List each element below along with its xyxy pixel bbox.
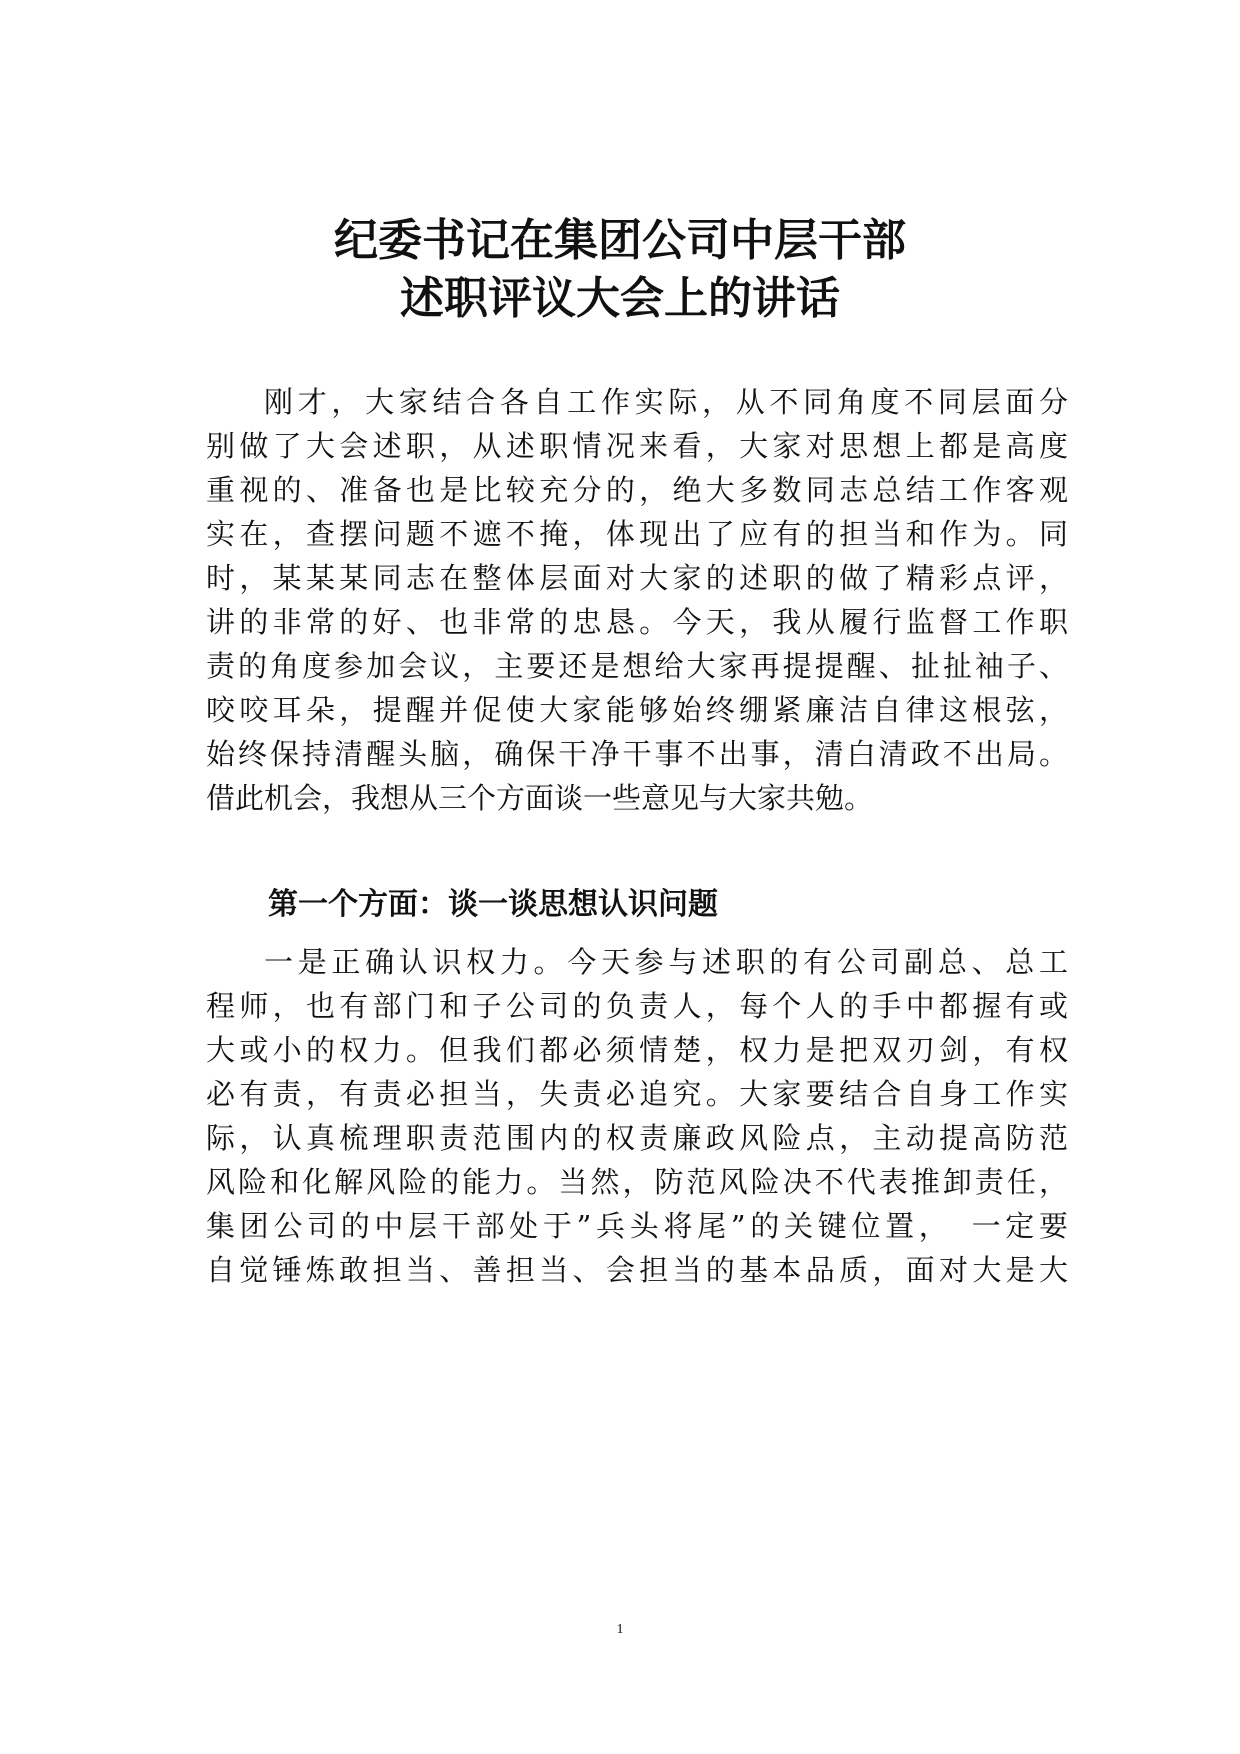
paragraph-line: 程师，也有部门和子公司的负责人，每个人的手中都握有或 bbox=[206, 989, 1068, 1023]
document-title bbox=[0, 212, 1240, 328]
paragraph-intro bbox=[206, 380, 1068, 820]
paragraph-line: 集团公司的中层干部处于”兵头将尾”的关键位置， 一定要 bbox=[206, 1209, 1068, 1243]
paragraph-line: 始终保持清醒头脑，确保干净干事不出事，清白清政不出局。 bbox=[206, 737, 1068, 771]
paragraph-line: 大或小的权力。但我们都必须情楚，权力是把双刃剑，有权 bbox=[206, 1033, 1068, 1067]
paragraph-line: 际，认真梳理职责范围内的权责廉政风险点，主动提高防范 bbox=[206, 1121, 1068, 1155]
title-line-2: 述职评议大会上的讲话 bbox=[400, 273, 840, 324]
title-line-1: 纪委书记在集团公司中层干部 bbox=[334, 215, 906, 266]
paragraph-line: 责的角度参加会议，主要还是想给大家再提提醒、扯扯袖子、 bbox=[206, 649, 1068, 683]
paragraph-line: 刚才，大家结合各自工作实际，从不同角度不同层面分 bbox=[264, 385, 1068, 419]
paragraph-line: 讲的非常的好、也非常的忠恳。今天，我从履行监督工作职 bbox=[206, 605, 1068, 639]
paragraph-power bbox=[206, 940, 1068, 1292]
paragraph-line: 实在，查摆问题不遮不掩，体现出了应有的担当和作为。同 bbox=[206, 517, 1068, 551]
paragraph-line: 借此机会，我想从三个方面谈一些意见与大家共勉。 bbox=[206, 781, 874, 815]
paragraph-line: 一是正确认识权力。今天参与述职的有公司副总、总工 bbox=[264, 945, 1068, 979]
paragraph-line: 风险和化解风险的能力。当然，防范风险决不代表推卸责任， bbox=[206, 1165, 1068, 1199]
paragraph-line: 别做了大会述职，从述职情况来看，大家对思想上都是高度 bbox=[206, 429, 1068, 463]
page-number: 1 bbox=[616, 1622, 624, 1637]
paragraph-line: 时，某某某同志在整体层面对大家的述职的做了精彩点评， bbox=[206, 561, 1068, 595]
section-heading: 第一个方面：谈一谈思想认识问题 bbox=[268, 887, 718, 922]
paragraph-line: 必有责，有责必担当，失责必追究。大家要结合自身工作实 bbox=[206, 1077, 1068, 1111]
paragraph-line: 咬咬耳朵，提醒并促使大家能够始终绷紧廉洁自律这根弦， bbox=[206, 693, 1068, 727]
paragraph-line: 自觉锤炼敢担当、善担当、会担当的基本品质，面对大是大 bbox=[206, 1253, 1068, 1287]
paragraph-line: 重视的、准备也是比较充分的，绝大多数同志总结工作客观 bbox=[206, 473, 1068, 507]
